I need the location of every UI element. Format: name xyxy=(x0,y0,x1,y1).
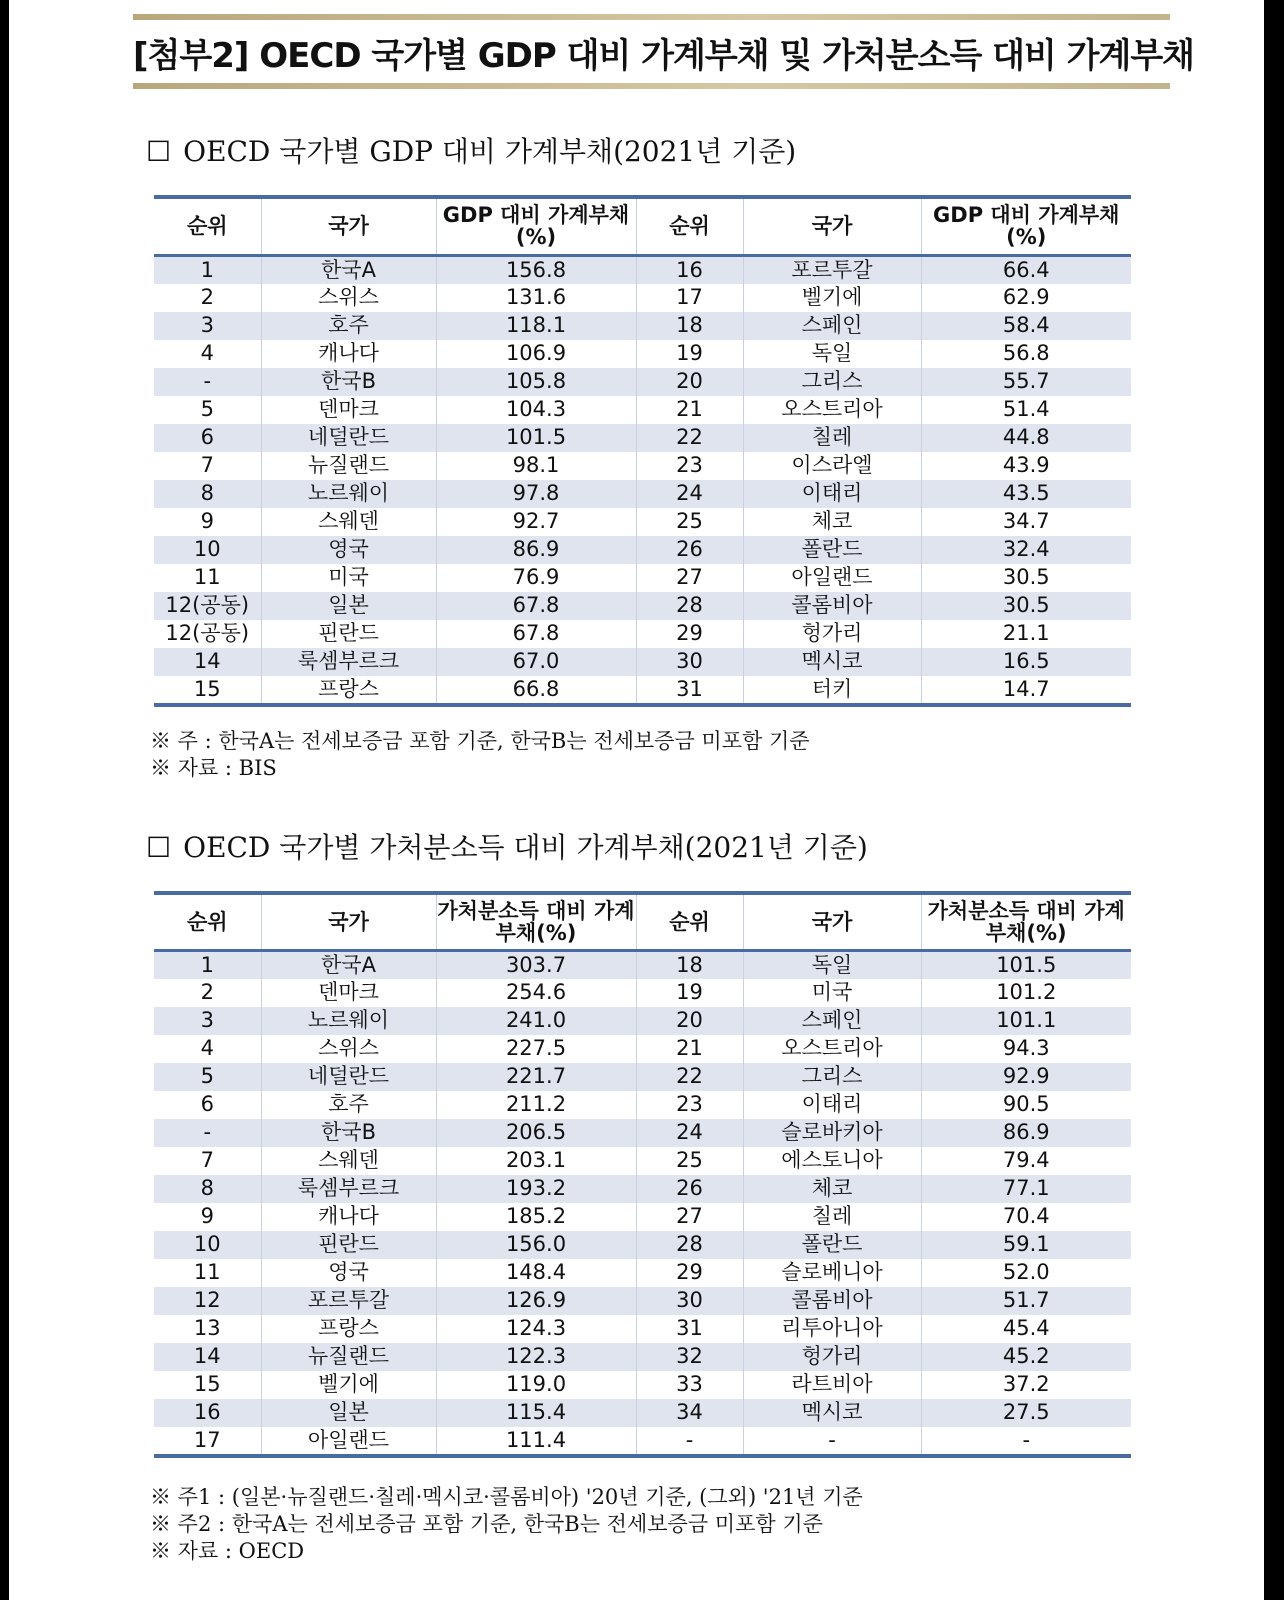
rank-cell: 12(공동) xyxy=(154,620,261,648)
country-cell: 그리스 xyxy=(743,368,921,396)
ratio-cell: 58.4 xyxy=(921,312,1131,340)
table-row xyxy=(154,340,1131,368)
rank-cell: 32 xyxy=(636,1343,743,1371)
ratio-cell: 131.6 xyxy=(436,284,636,312)
section1-heading-text: OECD 국가별 GDP 대비 가계부채(2021년 기준) xyxy=(183,135,797,168)
country-cell: 체코 xyxy=(743,1175,921,1203)
ratio-cell: 97.8 xyxy=(436,480,636,508)
table-row xyxy=(154,312,1131,340)
gdp-debt-table-body xyxy=(154,255,1131,705)
ratio-cell: 43.9 xyxy=(921,452,1131,480)
country-cell: 이스라엘 xyxy=(743,452,921,480)
table-row xyxy=(154,564,1131,592)
checkbox-square-icon: ☐ xyxy=(146,831,172,864)
rank-cell: 14 xyxy=(154,1343,261,1371)
country-cell: 영국 xyxy=(261,1259,436,1287)
country-cell: 에스토니아 xyxy=(743,1147,921,1175)
ratio-cell: 21.1 xyxy=(921,620,1131,648)
ratio-cell: 30.5 xyxy=(921,564,1131,592)
ratio-cell: 92.9 xyxy=(921,1063,1131,1091)
table-row xyxy=(154,1063,1131,1091)
rank-cell: 4 xyxy=(154,340,261,368)
rank-cell: 23 xyxy=(636,1091,743,1119)
country-cell: 아일랜드 xyxy=(261,1427,436,1456)
country-cell: 슬로바키아 xyxy=(743,1119,921,1147)
rank-cell: 22 xyxy=(636,1063,743,1091)
table-row xyxy=(154,1119,1131,1147)
country-cell: 이태리 xyxy=(743,480,921,508)
ratio-cell: 101.1 xyxy=(921,1007,1131,1035)
table-row xyxy=(154,1287,1131,1315)
ratio-cell: 221.7 xyxy=(436,1063,636,1091)
country-cell: 덴마크 xyxy=(261,396,436,424)
ratio-cell: 241.0 xyxy=(436,1007,636,1035)
rank-cell: 20 xyxy=(636,1007,743,1035)
rank-cell: 30 xyxy=(636,648,743,676)
note-line: ※ 자료 : BIS xyxy=(150,756,277,780)
ratio-cell: 51.7 xyxy=(921,1287,1131,1315)
rank-cell: 31 xyxy=(636,676,743,705)
header-country: 국가 xyxy=(743,197,921,255)
table-row xyxy=(154,1035,1131,1063)
country-cell: 일본 xyxy=(261,1399,436,1427)
country-cell: 룩셈부르크 xyxy=(261,1175,436,1203)
header-gdp-ratio: GDP 대비 가계부채(%) xyxy=(921,197,1131,255)
country-cell: 아일랜드 xyxy=(743,564,921,592)
table-row xyxy=(154,950,1131,979)
table-row xyxy=(154,1343,1131,1371)
ratio-cell: 43.5 xyxy=(921,480,1131,508)
rank-cell: 19 xyxy=(636,340,743,368)
rank-cell: 21 xyxy=(636,396,743,424)
table-row xyxy=(154,1091,1131,1119)
rank-cell: 9 xyxy=(154,1203,261,1231)
ratio-cell: 211.2 xyxy=(436,1091,636,1119)
rank-cell: 28 xyxy=(636,1231,743,1259)
section2-notes xyxy=(150,1484,863,1565)
disposable-income-debt-table-body xyxy=(154,950,1131,1456)
table-row xyxy=(154,1203,1131,1231)
rank-cell: 2 xyxy=(154,979,261,1007)
ratio-cell: 92.7 xyxy=(436,508,636,536)
rank-cell: 25 xyxy=(636,1147,743,1175)
table-row xyxy=(154,1147,1131,1175)
rank-cell: - xyxy=(636,1427,743,1456)
title-rule-bottom xyxy=(133,83,1170,89)
section2-heading-text: OECD 국가별 가처분소득 대비 가계부채(2021년 기준) xyxy=(183,831,868,864)
country-cell: 스웨덴 xyxy=(261,508,436,536)
ratio-cell: 90.5 xyxy=(921,1091,1131,1119)
ratio-cell: 115.4 xyxy=(436,1399,636,1427)
rank-cell: 13 xyxy=(154,1315,261,1343)
ratio-cell: 51.4 xyxy=(921,396,1131,424)
header-income-ratio: 가처분소득 대비 가계부채(%) xyxy=(436,893,636,950)
country-cell: 스위스 xyxy=(261,284,436,312)
rank-cell: 12 xyxy=(154,1287,261,1315)
ratio-cell: 45.2 xyxy=(921,1343,1131,1371)
table-row xyxy=(154,979,1131,1007)
ratio-cell: 101.5 xyxy=(921,950,1131,979)
rank-cell: 8 xyxy=(154,480,261,508)
note-line: ※ 주2 : 한국A는 전세보증금 포함 기준, 한국B는 전세보증금 미포함 기준 xyxy=(150,1512,823,1536)
ratio-cell: 105.8 xyxy=(436,368,636,396)
table-row xyxy=(154,1371,1131,1399)
ratio-cell: 30.5 xyxy=(921,592,1131,620)
table-row xyxy=(154,1259,1131,1287)
ratio-cell: - xyxy=(921,1427,1131,1456)
country-cell: 프랑스 xyxy=(261,1315,436,1343)
country-cell: 캐나다 xyxy=(261,340,436,368)
ratio-cell: 101.2 xyxy=(921,979,1131,1007)
rank-cell: 16 xyxy=(154,1399,261,1427)
table-row xyxy=(154,592,1131,620)
ratio-cell: 122.3 xyxy=(436,1343,636,1371)
table-row xyxy=(154,620,1131,648)
country-cell: 미국 xyxy=(743,979,921,1007)
rank-cell: 29 xyxy=(636,1259,743,1287)
ratio-cell: 45.4 xyxy=(921,1315,1131,1343)
country-cell: 한국B xyxy=(261,1119,436,1147)
ratio-cell: 37.2 xyxy=(921,1371,1131,1399)
ratio-cell: 193.2 xyxy=(436,1175,636,1203)
ratio-cell: 27.5 xyxy=(921,1399,1131,1427)
country-cell: 영국 xyxy=(261,536,436,564)
rank-cell: 22 xyxy=(636,424,743,452)
ratio-cell: 111.4 xyxy=(436,1427,636,1456)
rank-cell: 3 xyxy=(154,1007,261,1035)
country-cell: 한국B xyxy=(261,368,436,396)
table-row xyxy=(154,424,1131,452)
country-cell: 터키 xyxy=(743,676,921,705)
rank-cell: 26 xyxy=(636,1175,743,1203)
ratio-cell: 86.9 xyxy=(921,1119,1131,1147)
ratio-cell: 118.1 xyxy=(436,312,636,340)
country-cell: 뉴질랜드 xyxy=(261,1343,436,1371)
country-cell: - xyxy=(743,1427,921,1456)
ratio-cell: 124.3 xyxy=(436,1315,636,1343)
rank-cell: 18 xyxy=(636,312,743,340)
table-row xyxy=(154,1231,1131,1259)
ratio-cell: 94.3 xyxy=(921,1035,1131,1063)
country-cell: 일본 xyxy=(261,592,436,620)
country-cell: 뉴질랜드 xyxy=(261,452,436,480)
ratio-cell: 101.5 xyxy=(436,424,636,452)
ratio-cell: 76.9 xyxy=(436,564,636,592)
country-cell: 콜롬비아 xyxy=(743,1287,921,1315)
ratio-cell: 86.9 xyxy=(436,536,636,564)
rank-cell: 31 xyxy=(636,1315,743,1343)
country-cell: 슬로베니아 xyxy=(743,1259,921,1287)
rank-cell: 10 xyxy=(154,1231,261,1259)
rank-cell: 27 xyxy=(636,564,743,592)
ratio-cell: 106.9 xyxy=(436,340,636,368)
rank-cell: 3 xyxy=(154,312,261,340)
ratio-cell: 67.8 xyxy=(436,592,636,620)
table-row xyxy=(154,452,1131,480)
country-cell: 포르투갈 xyxy=(743,255,921,284)
header-gdp-ratio: GDP 대비 가계부채(%) xyxy=(436,197,636,255)
country-cell: 멕시코 xyxy=(743,648,921,676)
table-row xyxy=(154,1175,1131,1203)
table-row xyxy=(154,508,1131,536)
country-cell: 오스트리아 xyxy=(743,396,921,424)
ratio-cell: 77.1 xyxy=(921,1175,1131,1203)
section1-notes xyxy=(150,728,810,782)
country-cell: 이태리 xyxy=(743,1091,921,1119)
country-cell: 미국 xyxy=(261,564,436,592)
rank-cell: 5 xyxy=(154,1063,261,1091)
rank-cell: 6 xyxy=(154,424,261,452)
table-row xyxy=(154,255,1131,284)
country-cell: 독일 xyxy=(743,340,921,368)
note-line: ※ 자료 : OECD xyxy=(150,1539,305,1563)
ratio-cell: 66.8 xyxy=(436,676,636,705)
rank-cell: 26 xyxy=(636,536,743,564)
rank-cell: 17 xyxy=(636,284,743,312)
rank-cell: 33 xyxy=(636,1371,743,1399)
rank-cell: 8 xyxy=(154,1175,261,1203)
country-cell: 콜롬비아 xyxy=(743,592,921,620)
ratio-cell: 67.8 xyxy=(436,620,636,648)
rank-cell: 5 xyxy=(154,396,261,424)
ratio-cell: 303.7 xyxy=(436,950,636,979)
country-cell: 라트비아 xyxy=(743,1371,921,1399)
ratio-cell: 126.9 xyxy=(436,1287,636,1315)
rank-cell: 28 xyxy=(636,592,743,620)
ratio-cell: 56.8 xyxy=(921,340,1131,368)
rank-cell: 20 xyxy=(636,368,743,396)
rank-cell: 30 xyxy=(636,1287,743,1315)
country-cell: 칠레 xyxy=(743,424,921,452)
ratio-cell: 104.3 xyxy=(436,396,636,424)
ratio-cell: 70.4 xyxy=(921,1203,1131,1231)
table-header-row xyxy=(154,197,1131,255)
rank-cell: 1 xyxy=(154,950,261,979)
rank-cell: 15 xyxy=(154,676,261,705)
ratio-cell: 62.9 xyxy=(921,284,1131,312)
rank-cell: 24 xyxy=(636,1119,743,1147)
country-cell: 독일 xyxy=(743,950,921,979)
ratio-cell: 66.4 xyxy=(921,255,1131,284)
ratio-cell: 55.7 xyxy=(921,368,1131,396)
table-row xyxy=(154,396,1131,424)
table-row xyxy=(154,284,1131,312)
rank-cell: 23 xyxy=(636,452,743,480)
country-cell: 노르웨이 xyxy=(261,1007,436,1035)
rank-cell: 19 xyxy=(636,979,743,1007)
section2-heading xyxy=(146,826,868,866)
country-cell: 노르웨이 xyxy=(261,480,436,508)
country-cell: 포르투갈 xyxy=(261,1287,436,1315)
ratio-cell: 254.6 xyxy=(436,979,636,1007)
ratio-cell: 148.4 xyxy=(436,1259,636,1287)
country-cell: 핀란드 xyxy=(261,620,436,648)
ratio-cell: 156.0 xyxy=(436,1231,636,1259)
rank-cell: 1 xyxy=(154,255,261,284)
table-row xyxy=(154,368,1131,396)
rank-cell: 27 xyxy=(636,1203,743,1231)
rank-cell: 15 xyxy=(154,1371,261,1399)
table-row xyxy=(154,676,1131,705)
country-cell: 멕시코 xyxy=(743,1399,921,1427)
disposable-income-debt-table xyxy=(154,891,1131,1458)
country-cell: 벨기에 xyxy=(261,1371,436,1399)
table-row xyxy=(154,480,1131,508)
table-row xyxy=(154,1399,1131,1427)
rank-cell: 6 xyxy=(154,1091,261,1119)
country-cell: 호주 xyxy=(261,312,436,340)
rank-cell: 12(공동) xyxy=(154,592,261,620)
ratio-cell: 119.0 xyxy=(436,1371,636,1399)
rank-cell: 11 xyxy=(154,1259,261,1287)
ratio-cell: 16.5 xyxy=(921,648,1131,676)
rank-cell: 9 xyxy=(154,508,261,536)
rank-cell: 34 xyxy=(636,1399,743,1427)
country-cell: 한국A xyxy=(261,950,436,979)
country-cell: 그리스 xyxy=(743,1063,921,1091)
ratio-cell: 203.1 xyxy=(436,1147,636,1175)
ratio-cell: 185.2 xyxy=(436,1203,636,1231)
country-cell: 덴마크 xyxy=(261,979,436,1007)
country-cell: 호주 xyxy=(261,1091,436,1119)
ratio-cell: 59.1 xyxy=(921,1231,1131,1259)
rank-cell: 25 xyxy=(636,508,743,536)
ratio-cell: 79.4 xyxy=(921,1147,1131,1175)
table-row xyxy=(154,536,1131,564)
country-cell: 벨기에 xyxy=(743,284,921,312)
country-cell: 폴란드 xyxy=(743,1231,921,1259)
country-cell: 캐나다 xyxy=(261,1203,436,1231)
country-cell: 리투아니아 xyxy=(743,1315,921,1343)
header-rank: 순위 xyxy=(636,197,743,255)
country-cell: 프랑스 xyxy=(261,676,436,705)
country-cell: 네덜란드 xyxy=(261,1063,436,1091)
country-cell: 스위스 xyxy=(261,1035,436,1063)
ratio-cell: 44.8 xyxy=(921,424,1131,452)
document-page xyxy=(9,0,1264,1600)
ratio-cell: 67.0 xyxy=(436,648,636,676)
checkbox-square-icon: ☐ xyxy=(146,135,172,168)
header-rank: 순위 xyxy=(186,909,228,934)
gdp-debt-table xyxy=(154,195,1131,707)
note-line: ※ 주 : 한국A는 전세보증금 포함 기준, 한국B는 전세보증금 미포함 기준 xyxy=(150,729,810,753)
rank-cell: 21 xyxy=(636,1035,743,1063)
country-cell: 폴란드 xyxy=(743,536,921,564)
rank-cell: 29 xyxy=(636,620,743,648)
ratio-cell: 14.7 xyxy=(921,676,1131,705)
country-cell: 오스트리아 xyxy=(743,1035,921,1063)
table-row xyxy=(154,1007,1131,1035)
rank-cell: 16 xyxy=(636,255,743,284)
ratio-cell: 156.8 xyxy=(436,255,636,284)
country-cell: 헝가리 xyxy=(743,1343,921,1371)
header-rank: 순위 xyxy=(186,214,228,239)
header-income-ratio: 가처분소득 대비 가계부채(%) xyxy=(921,893,1131,950)
ratio-cell: 32.4 xyxy=(921,536,1131,564)
country-cell: 룩셈부르크 xyxy=(261,648,436,676)
rank-cell: 4 xyxy=(154,1035,261,1063)
country-cell: 스페인 xyxy=(743,1007,921,1035)
ratio-cell: 206.5 xyxy=(436,1119,636,1147)
rank-cell: 11 xyxy=(154,564,261,592)
ratio-cell: 98.1 xyxy=(436,452,636,480)
country-cell: 핀란드 xyxy=(261,1231,436,1259)
header-country: 국가 xyxy=(261,893,436,950)
rank-cell: 18 xyxy=(636,950,743,979)
table-header-row xyxy=(154,893,1131,950)
country-cell: 스웨덴 xyxy=(261,1147,436,1175)
ratio-cell: 52.0 xyxy=(921,1259,1131,1287)
header-country: 국가 xyxy=(743,893,921,950)
country-cell: 네덜란드 xyxy=(261,424,436,452)
ratio-cell: 227.5 xyxy=(436,1035,636,1063)
table-row xyxy=(154,1427,1131,1456)
rank-cell: - xyxy=(154,1119,261,1147)
rank-cell: - xyxy=(154,368,261,396)
section1-heading xyxy=(146,130,796,170)
table-row xyxy=(154,648,1131,676)
ratio-cell: 34.7 xyxy=(921,508,1131,536)
country-cell: 스페인 xyxy=(743,312,921,340)
table-row xyxy=(154,1315,1131,1343)
rank-cell: 14 xyxy=(154,648,261,676)
document-title: [첨부2] OECD 국가별 GDP 대비 가계부채 및 가처분소득 대비 가계부채 xyxy=(133,36,1195,76)
rank-cell: 24 xyxy=(636,480,743,508)
note-line: ※ 주1 : (일본·뉴질랜드·칠레·멕시코·콜롬비아) '20년 기준, (그외) '21년 기준 xyxy=(150,1485,863,1509)
document-title-block xyxy=(133,14,1195,89)
country-cell: 한국A xyxy=(261,255,436,284)
rank-cell: 17 xyxy=(154,1427,261,1456)
header-rank: 순위 xyxy=(636,893,743,950)
rank-cell: 2 xyxy=(154,284,261,312)
country-cell: 칠레 xyxy=(743,1203,921,1231)
rank-cell: 10 xyxy=(154,536,261,564)
rank-cell: 7 xyxy=(154,1147,261,1175)
country-cell: 헝가리 xyxy=(743,620,921,648)
rank-cell: 7 xyxy=(154,452,261,480)
country-cell: 체코 xyxy=(743,508,921,536)
header-country: 국가 xyxy=(261,197,436,255)
